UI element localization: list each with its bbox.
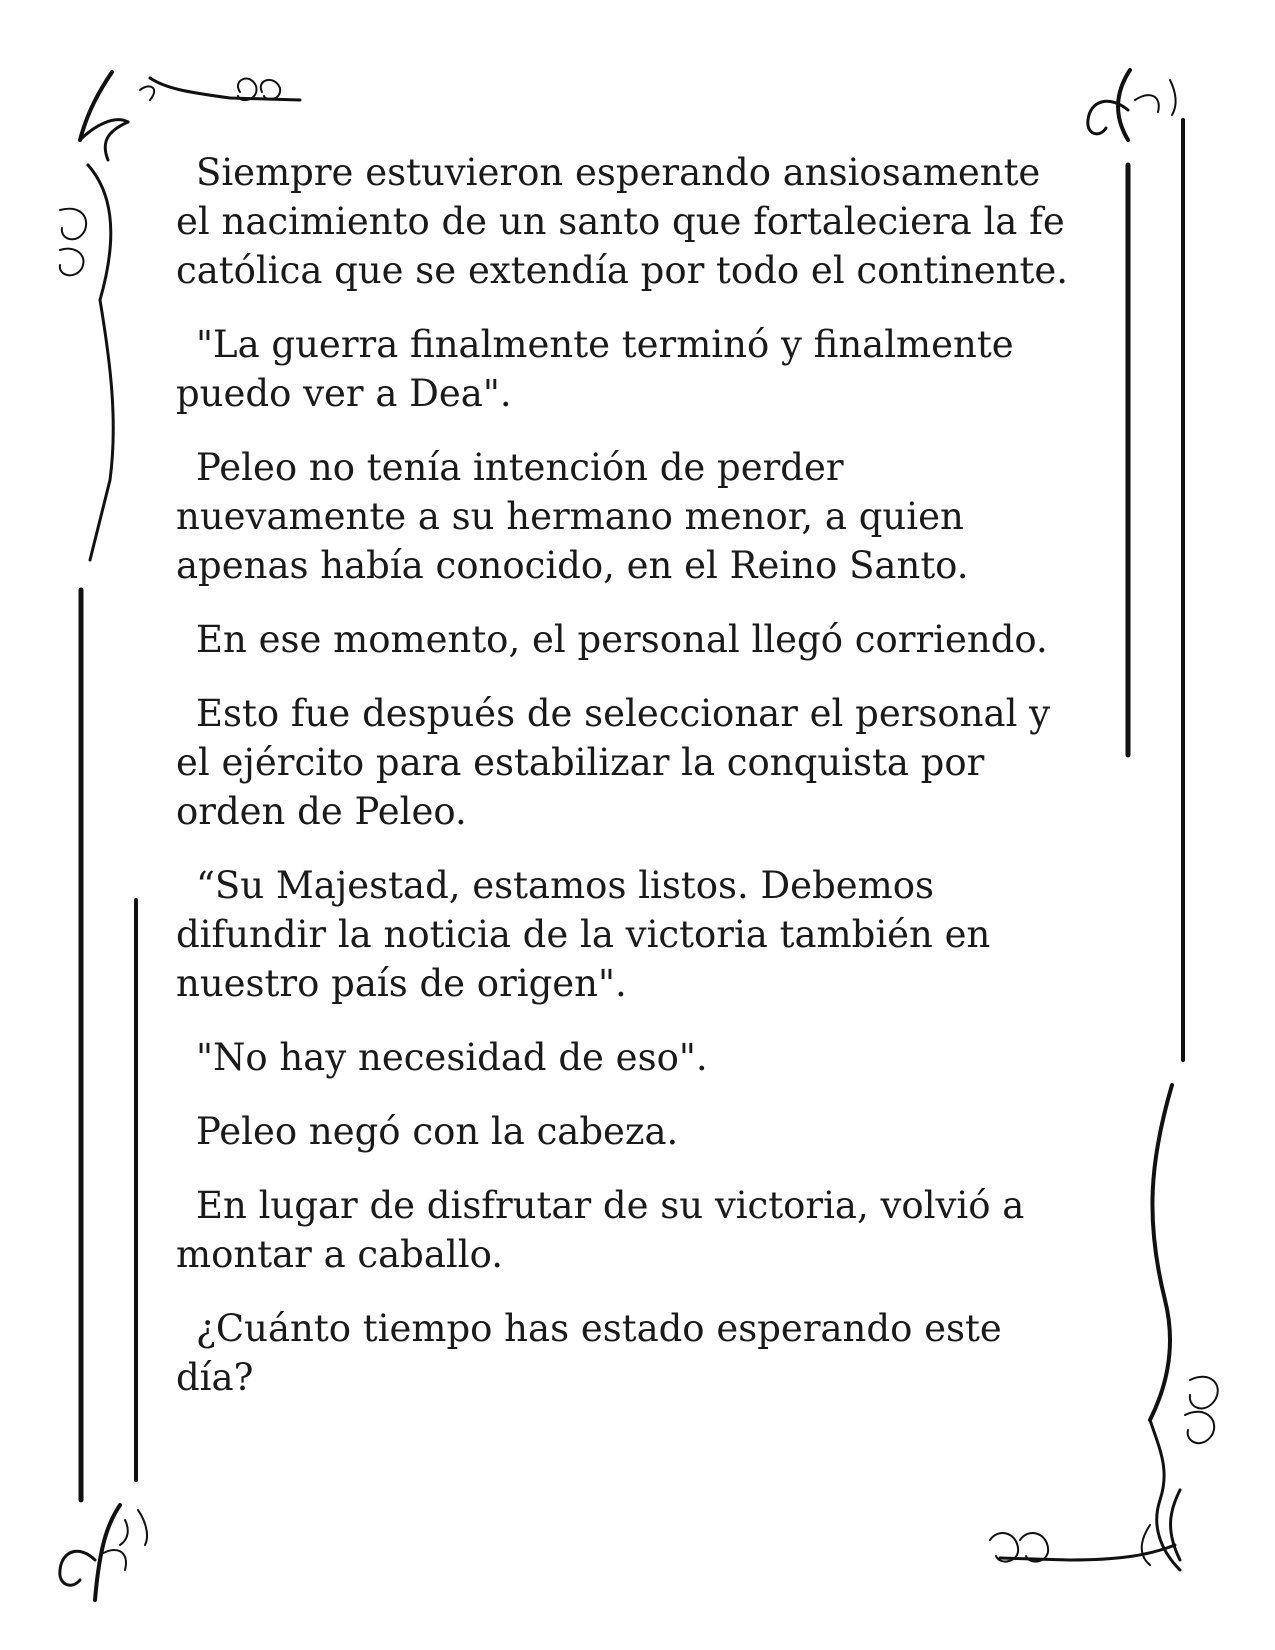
paragraph: “Su Majestad, estamos listos. Debemos difundir la noticia de la victoria también en nuestro país de origen".	[176, 864, 991, 1005]
paragraph: Peleo negó con la cabeza.	[196, 1110, 679, 1153]
paragraph: ¿Cuánto tiempo has estado esperando este día?	[176, 1307, 1002, 1399]
flourish-bottom-left	[60, 1505, 147, 1600]
paragraph: "La guerra finalmente terminó y finalmente puedo ver a Dea".	[176, 323, 1014, 415]
paragraph: En ese momento, el personal llegó corriendo.	[196, 618, 1048, 661]
paragraph: Esto fue después de seleccionar el personal y el ejército para estabilizar la conquista por orden de Peleo.	[176, 692, 1051, 833]
paragraph: Siempre estuvieron esperando ansiosamente el nacimiento de un santo que fortaleciera la fe católica que se extendía por todo el continente.	[176, 151, 1069, 292]
paragraph: Peleo no tenía intención de perder nuevamente a su hermano menor, a quien apenas había conocido, en el Reino Santo.	[176, 446, 969, 587]
paragraph: En lugar de disfrutar de su victoria, volvió a montar a caballo.	[176, 1184, 1025, 1276]
text-body	[176, 148, 1076, 1427]
flourish-top-right	[1088, 70, 1176, 140]
paragraph: "No hay necesidad de eso".	[196, 1036, 708, 1079]
